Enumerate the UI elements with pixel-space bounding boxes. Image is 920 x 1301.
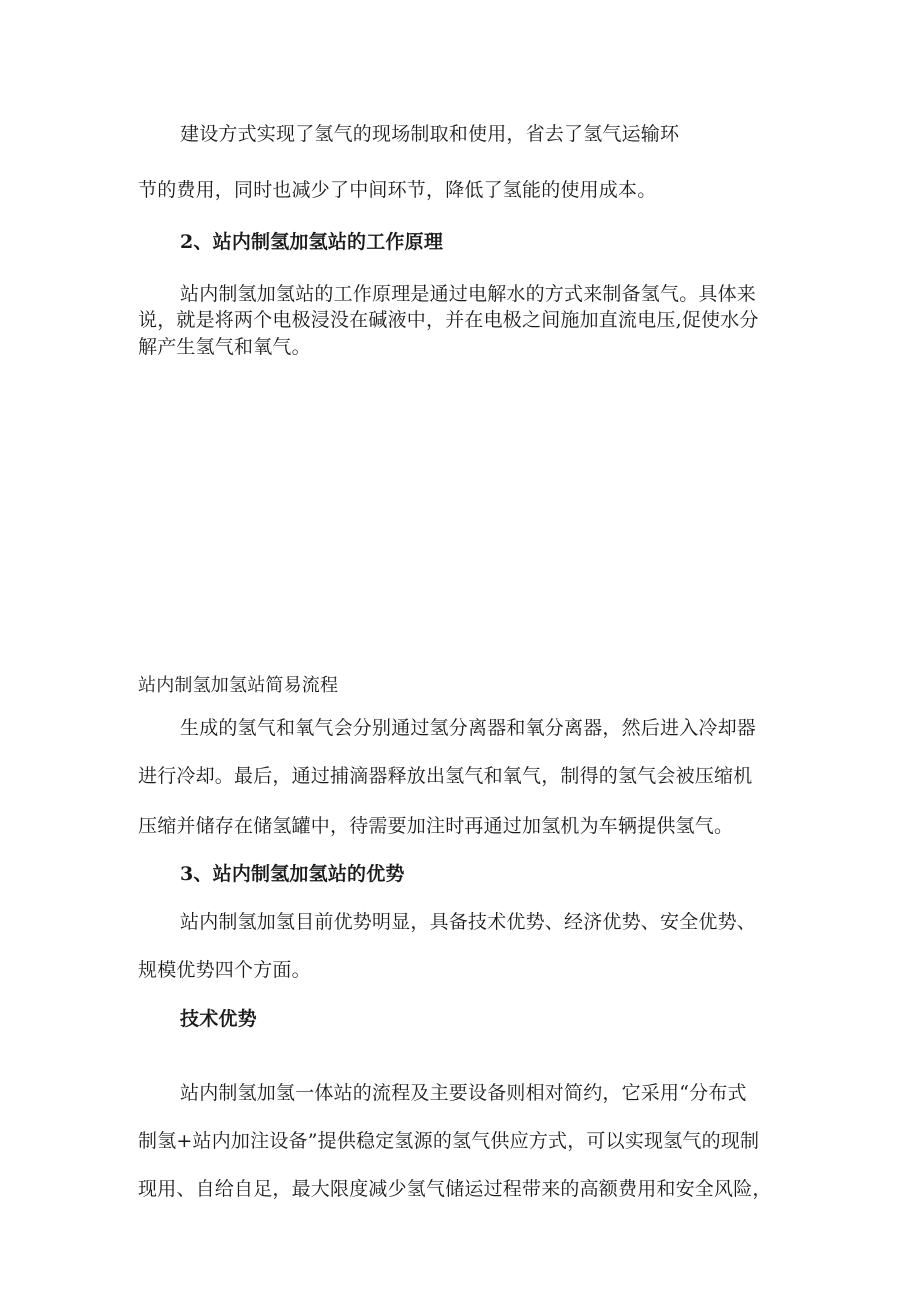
paragraph-4-line-1: 站内制氢加氢目前优势明显，具备技术优势、经济优势、安全优势、 [180,911,757,933]
paragraph-2-line-2: 说，就是将两个电极浸没在碱液中，并在电极之间施加直流电压,促使水分 [138,309,759,331]
paragraph-2-line-3: 解产生氢气和氧气。 [138,336,311,358]
paragraph-5-line-2: 制氢+站内加注设备”提供稳定氢源的氢气供应方式，可以实现氢气的现制 [138,1130,760,1152]
figure-placeholder [138,380,778,660]
subheading-technical-advantage: 技术优势 [180,1008,257,1030]
paragraph-2-line-1: 站内制氢加氢站的工作原理是通过电解水的方式来制备氢气。具体来 [180,283,757,305]
paragraph-3-line-1: 生成的氢气和氧气会分别通过氢分离器和氧分离器，然后进入冷却器 [180,717,757,739]
paragraph-1-line-1: 建设方式实现了氢气的现场制取和使用，省去了氢气运输环 [180,123,680,145]
section-heading-3: 3、站内制氢加氢站的优势 [180,863,405,885]
section-heading-2: 2、站内制氢加氢站的工作原理 [180,231,444,253]
paragraph-4-line-2: 规模优势四个方面。 [138,959,311,981]
paragraph-3-line-2: 进行冷却。最后，通过捕滴器释放出氢气和氧气，制得的氢气会被压缩机 [138,765,753,787]
paragraph-1-line-2: 节的费用，同时也减少了中间环节，降低了氢能的使用成本。 [138,179,657,201]
paragraph-5-line-3: 现用、自给自足，最大限度减少氢气储运过程带来的高额费用和安全风险， [138,1178,772,1200]
paragraph-3-line-3: 压缩并储存在储氢罐中，待需要加注时再通过加氢机为车辆提供氢气。 [138,815,734,837]
figure-caption: 站内制氢加氢站简易流程 [138,675,339,696]
paragraph-5-line-1: 站内制氢加氢一体站的流程及主要设备则相对简约，它采用“分布式 [180,1082,747,1104]
